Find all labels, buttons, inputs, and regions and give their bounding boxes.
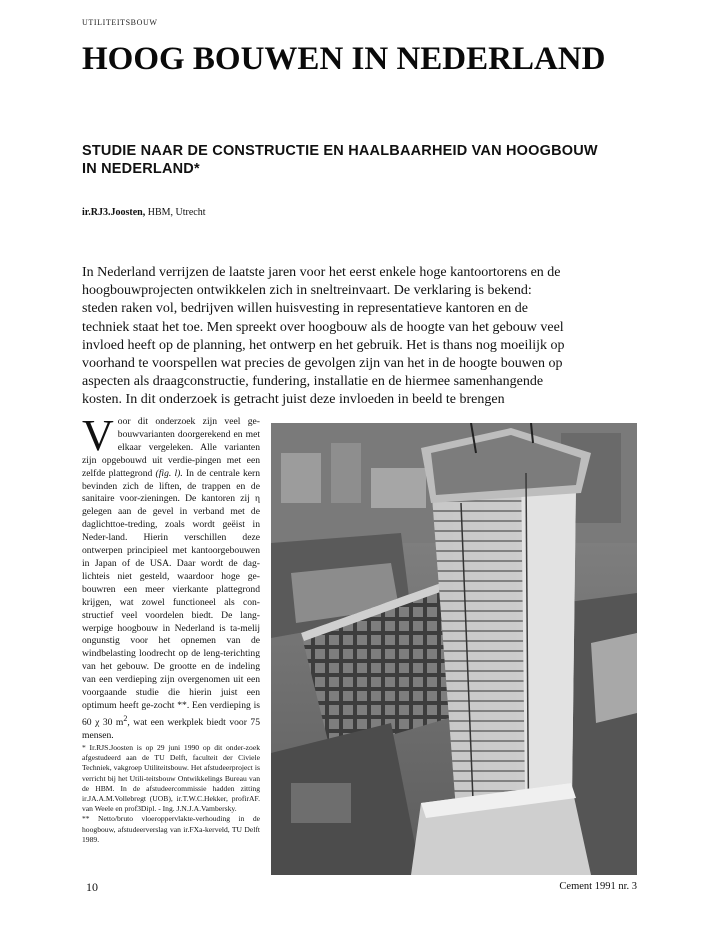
footnote-1: * Ir.RJS.Joosten is op 29 juni 1990 op dit onder-zoek afgestudeerd aan de TU Delft, faculteit der Civiele Techniek, vakgroep Utiliteitsbouw. Het afstudeerproject is verricht bij het Utili-teitsbouw Ontwikkelings Bureau van de HBM. In de afstudeercommissie hadden zitting ir.JA.A.M.Vollebregt (UOB), ir.T.W.C.Hekker, profirAF. van Weele en prof3Dipl. - Ing. J.N.J.A.Vambersky.	[82, 743, 260, 814]
superscript: 2	[123, 713, 128, 723]
body-text-part1: oor dit onderzoek zijn veel ge-bouwvarianten doorgerekend en met elkaar vergeleken. Alle varianten zijn opgebouwd uit verdie-pingen met een zelfde plattegrond	[82, 416, 260, 479]
footnotes	[82, 743, 260, 845]
section-label: UTILITEITSBOUW	[82, 18, 158, 27]
author-affiliation: HBM, Utrecht	[145, 207, 206, 218]
drop-cap: V	[82, 411, 114, 460]
body-text-part2: In de centrale kern bevinden zich de liften, de trappen en de sanitaire voor-zieningen. De kantoren zij η gelegen aan de gevel in verband met de daglichttoe-treding, zoals wordt geëist in Neder-land. Hierin verschillen deze ontwerpen principieel met kantoorgebouwen in Japan of de USA. Daar wordt de dag-lichteis niet gesteld, waardoor hoge ge-bouwren een meer vierkante plattegrond krijgen, wat zowel functioneel als con-structief veel voordelen biedt. De lang-werpige hoogbouw in Nederland is ta-melij ongunstig voor het opnemen van de windbelasting loodrecht op de leng-terichting van het gebouw. De grootte en de indeling van een verdieping zijn overgenomen uit een voorgaande studie die hierin juist een optimum heeft ge-zocht **. Een verdieping is 60 χ 30 m	[82, 467, 260, 729]
page-number: 10	[86, 880, 98, 894]
body-text	[82, 411, 261, 743]
author-line	[82, 207, 206, 218]
figure-reference[interactable]: (fig. l).	[155, 467, 183, 479]
author-name: ir.RJ3.Joosten,	[82, 207, 146, 218]
body-text-part3: , wat een werkplek biedt voor 75 mensen.	[82, 717, 261, 741]
journal-name: Cement 1991 nr. 3	[559, 881, 637, 892]
footnote-2: ** Netto/bruto vloeroppervlakte-verhouding in de hoogbouw, afstudeerverslag van ir.FXa-kerveld, TU Delft 1989.	[82, 814, 260, 844]
construction-photo	[271, 423, 637, 875]
article-subtitle: STUDIE NAAR DE CONSTRUCTIE EN HAALBAARHEID VAN HOOGBOUW IN NEDERLAND*	[82, 143, 598, 177]
intro-paragraph: In Nederland verrijzen de laatste jaren voor het eerst enkele hoge kantoortorens en de hoogbouwprojecten ontwikkelen zich in sneltreinvaart. De verklaring is bekend: steden raken vol, bedrijven willen huisvesting in representatieve kantoren en de techniek staat het toe. Men spreekt over hoogbouw als de hoogte van het gebouw veel invloed heeft op de planning, het ontwerp en het gebruik. Het is thans nog moeilijk op voorhand te voorspellen wat precies de gevolgen zijn van het in de hoogte bouwen op aspecten als draagconstructie, fundering, installatie en de hiermee samenhangende kosten. In dit onderzoek is getracht juist deze invloeden in beeld te brengen	[82, 265, 565, 408]
article-title: HOOG BOUWEN IN NEDERLAND	[82, 41, 606, 77]
